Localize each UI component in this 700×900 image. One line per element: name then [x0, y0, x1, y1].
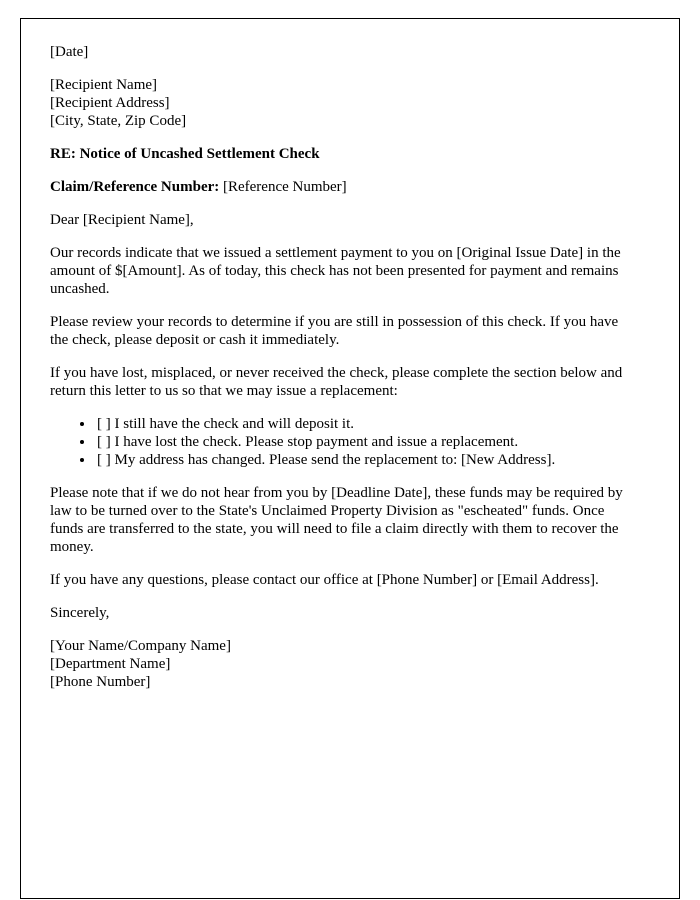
letter-document [20, 18, 680, 899]
paragraph-review-records: Please review your records to determine if you are still in possession of this check. If you have the check, please deposit or cash it immediately. [50, 314, 619, 348]
checklist-item-still-have-check: • [ ] I still have the check and will deposit it. [95, 415, 634, 433]
signature-name-line: [Your Name/Company Name] [50, 638, 231, 654]
claim-reference-label: Claim/Reference Number: [50, 179, 220, 195]
paragraph-contact-info: If you have any questions, please contact our office at [Phone Number] or [Email Address]. [50, 572, 599, 588]
paragraph-escheat-notice: Please note that if we do not hear from you by [Deadline Date], these funds may be required by law to be turned over to the State's Unclaimed Property Division as "escheated" funds. Once funds are transferred to the state, you will need to file a claim directly with them to recover the money. [50, 485, 623, 555]
recipient-address-line: [Recipient Address] [50, 95, 170, 111]
claim-reference-value: [Reference Number] [223, 179, 347, 195]
subject-line: RE: Notice of Uncashed Settlement Check [50, 146, 320, 162]
claim-reference-line [50, 178, 634, 196]
signature-block [50, 637, 634, 691]
paragraph-lost-misplaced: If you have lost, misplaced, or never received the check, please complete the section below and return this letter to us so that we may issue a replacement: [50, 365, 623, 399]
signature-department-line: [Department Name] [50, 656, 171, 672]
response-checklist [50, 415, 634, 469]
closing-line: Sincerely, [50, 605, 110, 621]
date-line: [Date] [50, 44, 89, 60]
checklist-item-lost-check: • [ ] I have lost the check. Please stop payment and issue a replacement. [95, 433, 634, 451]
recipient-address-block [50, 76, 634, 130]
paragraph-records-indicate: Our records indicate that we issued a settlement payment to you on [Original Issue Date] in the amount of $[Amount]. As of today, this check has not been presented for payment and remains uncashed. [50, 245, 621, 297]
signature-phone-line: [Phone Number] [50, 674, 151, 690]
recipient-name-line: [Recipient Name] [50, 77, 158, 93]
checklist-item-address-changed: • [ ] My address has changed. Please send the replacement to: [New Address]. [95, 451, 634, 469]
recipient-city-state-zip-line: [City, State, Zip Code] [50, 113, 187, 129]
salutation-line: Dear [Recipient Name], [50, 212, 194, 228]
